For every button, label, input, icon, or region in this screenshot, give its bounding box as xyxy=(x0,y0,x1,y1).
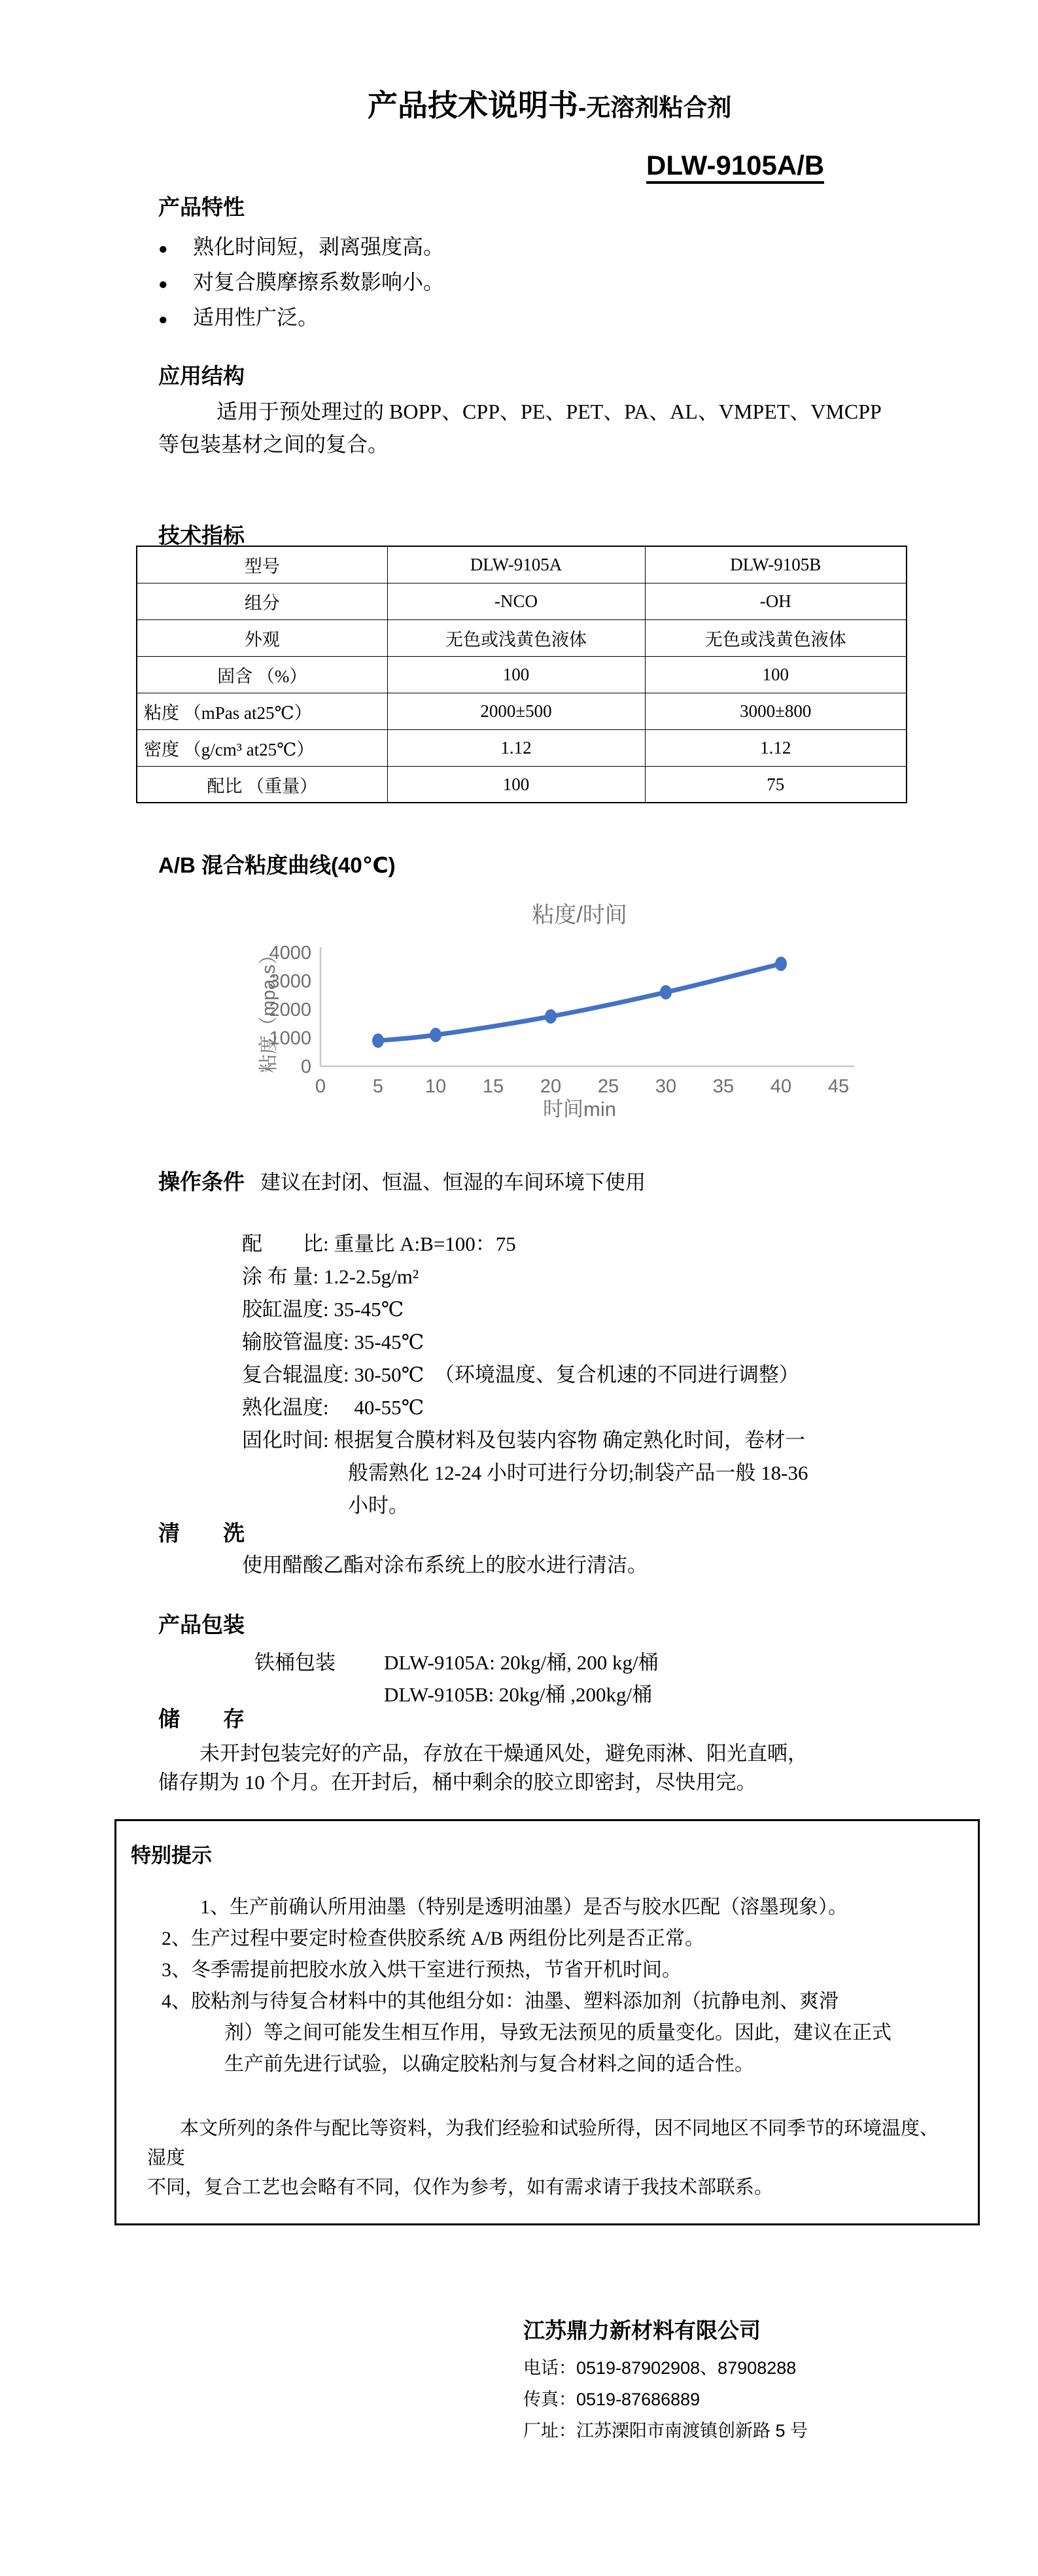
feature-text: 对复合膜摩擦系数影响小。 xyxy=(193,270,445,294)
packaging-spec-a: DLW-9105A: 20kg/桶, 200 kg/桶 xyxy=(384,1651,659,1675)
application-line: 适用于预处理过的 BOPP、CPP、PE、PET、PA、AL、VMPET、VMCPP xyxy=(216,400,882,424)
feature-list-item xyxy=(158,266,999,301)
svg-text:粘度/时间: 粘度/时间 xyxy=(532,903,627,928)
notice-items xyxy=(131,1892,952,2080)
spec-value-b-cell: 无色或浅黄色液体 xyxy=(645,619,907,656)
svg-text:30: 30 xyxy=(655,1076,677,1098)
spec-value-a-cell: -NCO xyxy=(387,583,645,619)
svg-text:0: 0 xyxy=(315,1076,326,1098)
company-address: 厂址：江苏溧阳市南渡镇创新路 5 号 xyxy=(523,2421,808,2441)
storage-line: 储存期为 10 个月。在开封后，桶中剩余的胶立即密封，尽快用完。 xyxy=(158,1771,757,1794)
svg-text:25: 25 xyxy=(597,1076,619,1098)
operation-line: 涂 布 量: 1.2-2.5g/m² xyxy=(242,1265,419,1289)
svg-text:45: 45 xyxy=(827,1076,850,1098)
spec-value-b-cell: 3000±800 xyxy=(645,693,907,729)
document-title xyxy=(368,88,999,123)
svg-text:时间min: 时间min xyxy=(543,1098,616,1121)
notice-item-line: 1、生产前确认所用油墨（特别是透明油墨）是否与胶水匹配（溶墨现象）。 xyxy=(200,1896,848,1919)
notice-item-line: 生产前先进行试验，以确定胶粘剂与复合材料之间的适合性。 xyxy=(224,2053,754,2076)
operation-line: 般需熟化 12-24 小时可进行分切;制袋产品一般 18-36 xyxy=(348,1461,808,1485)
specs-table-row xyxy=(137,693,907,729)
svg-text:5: 5 xyxy=(372,1076,384,1098)
svg-text:40: 40 xyxy=(770,1076,792,1098)
spec-value-b-cell: 1.12 xyxy=(645,729,907,766)
spec-value-a-cell: 2000±500 xyxy=(387,693,645,729)
specs-table-row xyxy=(137,656,907,693)
notice-disclaimer xyxy=(147,2114,952,2202)
document-title-main: 产品技术说明书 xyxy=(368,88,578,122)
storage-line: 未开封包装完好的产品，存放在干燥通风处，避免雨淋、阳光直晒， xyxy=(199,1742,808,1766)
specs-table-row xyxy=(137,619,907,656)
company-name: 江苏鼎力新材料有限公司 xyxy=(523,2318,761,2343)
svg-text:10: 10 xyxy=(424,1076,447,1098)
svg-text:35: 35 xyxy=(712,1076,735,1098)
spec-value-a-cell: 100 xyxy=(387,656,645,693)
section-heading-packaging: 产品包装 xyxy=(158,1612,245,1637)
spec-label-cell: 固含 （%） xyxy=(137,656,387,693)
operation-line: 复合辊温度: 30-50℃ （环境温度、复合机速的不同进行调整） xyxy=(242,1363,799,1387)
specs-table-row xyxy=(137,583,907,619)
disclaimer-line: 本文所列的条件与配比等资料，为我们经验和试验所得，因不同地区不同季节的环境温度、湿度 xyxy=(147,2118,939,2169)
notice-item-line: 4、胶粘剂与待复合材料中的其他组分如：油墨、塑料添加剂（抗静电剂、爽滑 xyxy=(162,1991,839,2013)
section-heading-viscosity-curve: A/B 混合粘度曲线(40℃) xyxy=(158,853,396,878)
spec-value-b-cell: 75 xyxy=(645,766,907,803)
spec-value-a-cell: DLW-9105A xyxy=(387,546,645,583)
application-line: 等包装基材之间的复合。 xyxy=(158,432,389,457)
company-contact-lines xyxy=(523,2352,999,2446)
operation-line: 胶缸温度: 35-45℃ xyxy=(242,1298,404,1321)
feature-list-item xyxy=(158,230,999,266)
company-footer xyxy=(523,2318,999,2446)
spec-value-b-cell: 100 xyxy=(645,656,907,693)
spec-label-cell: 配比 （重量） xyxy=(137,766,387,803)
document-title-suffix: -无溶剂粘合剂 xyxy=(578,94,732,121)
notice-item-line: 3、冬季需提前把胶水放入烘干室进行预热，节省开机时间。 xyxy=(162,1959,682,1981)
company-phone: 电话：0519-87902908、87908288 xyxy=(523,2358,797,2378)
section-heading-cleaning: 清 洗 xyxy=(158,1521,245,1546)
bullet-icon: ● xyxy=(158,276,168,294)
packaging-spec-b: DLW-9105B: 20kg/桶 ,200kg/桶 xyxy=(384,1683,653,1707)
specs-table-row xyxy=(137,546,907,583)
feature-list xyxy=(158,230,999,336)
packaging-label: 铁桶包装 xyxy=(254,1651,336,1675)
spec-value-a-cell: 1.12 xyxy=(387,729,645,766)
bullet-icon: ● xyxy=(158,311,168,329)
packaging-row-a xyxy=(158,1646,999,1679)
operation-line: 配 比: 重量比 A:B=100：75 xyxy=(242,1232,516,1256)
spec-label-cell: 密度 （g/cm³ at25℃） xyxy=(137,729,387,766)
section-heading-features: 产品特性 xyxy=(158,195,245,220)
specs-table-row xyxy=(137,766,907,803)
document-page xyxy=(0,88,1038,2576)
product-model-subtitle: DLW-9105A/B xyxy=(646,149,999,182)
svg-text:20: 20 xyxy=(540,1076,562,1098)
application-paragraph xyxy=(158,395,999,461)
viscosity-chart-container xyxy=(255,895,999,1124)
spec-label-cell: 外观 xyxy=(137,619,387,656)
special-notice-box xyxy=(114,1819,980,2225)
spec-value-b-cell: DLW-9105B xyxy=(645,546,907,583)
svg-text:0: 0 xyxy=(300,1056,311,1078)
operation-line: 固化时间: 根据复合膜材料及包装内容物 确定熟化时间，卷材一 xyxy=(242,1429,806,1452)
section-heading-operation: 操作条件 建议在封闭、恒温、恒湿的车间环境下使用 xyxy=(158,1170,646,1194)
svg-text:4000: 4000 xyxy=(269,943,311,964)
feature-text: 适用性广泛。 xyxy=(193,305,319,330)
svg-text:15: 15 xyxy=(482,1076,504,1098)
disclaimer-line: 不同，复合工艺也会略有不同，仅作为参考，如有需求请于我技术部联系。 xyxy=(147,2177,774,2199)
storage-paragraph xyxy=(158,1739,999,1797)
spec-value-a-cell: 无色或浅黄色液体 xyxy=(387,619,645,656)
operation-note: 建议在封闭、恒温、恒湿的车间环境下使用 xyxy=(260,1171,646,1194)
operation-line: 输胶管温度: 35-45℃ xyxy=(242,1331,424,1354)
svg-text:粘度（mpa.s）: 粘度（mpa.s） xyxy=(258,945,279,1073)
spec-value-b-cell: -OH xyxy=(645,583,907,619)
specs-table xyxy=(136,546,907,803)
packaging-row-b xyxy=(158,1679,999,1711)
spec-value-a-cell: 100 xyxy=(387,766,645,803)
feature-list-item xyxy=(158,301,999,336)
svg-text:2000: 2000 xyxy=(269,1000,311,1021)
bullet-icon: ● xyxy=(158,241,168,258)
spec-label-cell: 型号 xyxy=(137,546,387,583)
section-heading-storage: 储 存 xyxy=(158,1707,245,1732)
operation-line: 熟化温度: 40-55℃ xyxy=(242,1396,424,1419)
notice-heading: 特别提示 xyxy=(131,1844,212,1868)
specs-table-row xyxy=(137,729,907,766)
viscosity-chart xyxy=(255,895,883,1124)
spec-label-cell: 组分 xyxy=(137,583,387,619)
section-heading-specs: 技术指标 xyxy=(158,523,245,548)
feature-text: 熟化时间短，剥离强度高。 xyxy=(193,235,445,259)
notice-item-line: 2、生产过程中要定时检查供胶系统 A/B 两组份比列是否正常。 xyxy=(162,1928,705,1950)
operation-lines xyxy=(158,1228,999,1522)
spec-label-cell: 粘度 （mPas at25℃） xyxy=(137,693,387,729)
svg-text:3000: 3000 xyxy=(269,971,311,992)
packaging-lines xyxy=(158,1646,999,1711)
svg-text:1000: 1000 xyxy=(269,1028,311,1049)
operation-line: 小时。 xyxy=(348,1494,409,1518)
company-fax: 传真：0519-87686889 xyxy=(523,2390,701,2410)
cleaning-text: 使用醋酸乙酯对涂布系统上的胶水进行清洁。 xyxy=(242,1554,648,1577)
notice-item-line: 剂）等之间可能发生相互作用，导致无法预见的质量变化。因此，建议在正式 xyxy=(224,2022,891,2044)
section-heading-application: 应用结构 xyxy=(158,364,245,389)
